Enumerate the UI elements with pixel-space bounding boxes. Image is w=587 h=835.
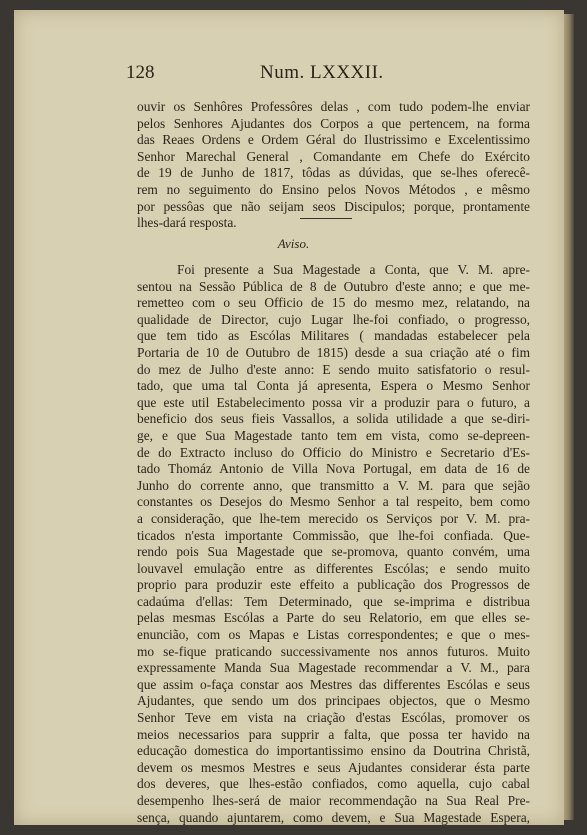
text-line: tado, que uma tal Conta já apresenta, Espera o Mesmo Senhor xyxy=(137,378,530,394)
section-divider xyxy=(300,218,352,219)
text-line: Junho do corrente anno, que transmitto a V. M. para que sejão xyxy=(137,477,530,493)
text-line: devem os mesmos Mestres e seus Ajudantes considerar ésta parte xyxy=(137,759,530,775)
text-line: expressamente Manda Sua Magestade recommendar a V. M., para xyxy=(137,660,530,676)
text-line: lhes-dará resposta. xyxy=(137,215,237,231)
notice-heading: Aviso. xyxy=(277,236,310,251)
text-line: Portaria de 10 de Outubro de 1815) desde a sua criação até o fim xyxy=(137,344,530,360)
text-line: das Reaes Ordens e Ordem Géral do Ilustrissimo e Excelentissimo xyxy=(137,132,530,148)
text-line: do mez de Julho d'este anno: E sendo muito satisfatorio o resul- xyxy=(137,361,530,377)
text-line: dos deveres, que lhes-estão confiados, como aquella, cujo cabal xyxy=(137,776,530,792)
text-line: ge, e que Sua Magestade tanto tem em vista, como se-depreen- xyxy=(137,427,530,443)
text-line: constantes os Desejos do Mesmo Senhor a tal respeito, bem como xyxy=(137,494,530,510)
text-line: cadaúma d'ellas: Tem Determinado, que se-imprima e distribua xyxy=(137,593,530,609)
text-line: tado Thomáz Antonio de Villa Nova Portugal, em data de 16 de xyxy=(137,461,530,477)
paragraph-2 xyxy=(137,262,530,826)
section-title: Num. LXXXII. xyxy=(260,62,384,83)
text-line: beneficio dos seus fieis Vassallos, a solida utilidade a que se-diri- xyxy=(137,411,530,427)
text-line: Ajudantes, que sendo um dos principaes objectos, que o Mesmo xyxy=(137,693,530,709)
paragraph-1 xyxy=(137,99,530,232)
text-line: ouvir os Senhôres Professôres delas , com tudo podem-lhe enviar xyxy=(137,99,530,114)
text-line: de 19 de Junho de 1817, tôdas as dúvidas, que se-lhes oferecê- xyxy=(137,165,530,181)
text-line: proprio para produzir este effeito a publicação dos Progressos de xyxy=(137,577,530,593)
text-line: que assim o-faça constar aos Mestres das differentes Escólas e seus xyxy=(137,676,530,692)
text-line: educação domestica do importantissimo ensino da Doutrina Christã, xyxy=(137,743,530,759)
text-line: rem no seguimento do Ensino pelos Novos Métodos , e mêsmo xyxy=(137,181,530,197)
text-line: ticados n'esta importante Commissão, que lhe-foi confiada. Que- xyxy=(137,527,530,543)
text-line: sença, quando ajuntarem, como devem, e Sua Magestade Espera, xyxy=(137,809,530,825)
text-line: rendo pois Sua Magestade que se-promova, quanto convém, uma xyxy=(137,544,530,560)
text-line: que tem tido as Escólas Militares ( mandadas estabelecer pela xyxy=(137,328,530,344)
text-line: desempenho lhes-será de maior recommendação na Sua Real Pre- xyxy=(137,793,530,808)
text-line: remetteo com o seu Officio de 15 do mesmo mez, relatando, na xyxy=(137,295,530,311)
text-line: mo se-fique praticando successivamente nos annos futuros. Muito xyxy=(137,643,530,659)
text-line: a consideração, que lhe-tem merecido os Serviços por V. M. pra- xyxy=(137,510,530,526)
text-line: Senhor Marechal General , Comandante em Chefe do Exército xyxy=(137,148,530,164)
text-line: por pessôas que não seijam seos Discipulos; porque, prontamente xyxy=(137,198,530,214)
text-line: louvavel emulação entre as differentes Escólas; e sendo muito xyxy=(137,560,530,576)
text-line: pelas mesmas Escólas a Parte do seu Relatorio, em que elles se- xyxy=(137,610,530,626)
page-number: 128 xyxy=(126,62,155,83)
text-line: qualidade de Director, cujo Lugar lhe-foi confiado, o progresso, xyxy=(137,311,530,327)
text-line: Foi presente a Sua Magestade a Conta, que V. M. apre- xyxy=(177,262,530,277)
text-line: pelos Senhores Ajudantes dos Corpos a que pertencem, na forma xyxy=(137,115,530,131)
text-line: que este util Estabelecimento possa vir a produzir para o futuro, a xyxy=(137,394,530,410)
text-line: meios necessarios para supprir a falta, que possa ter havido na xyxy=(137,726,530,742)
text-line: sentou na Sessão Pública de 8 de Outubro d'este anno; e que me- xyxy=(137,278,530,294)
page-header xyxy=(126,62,526,86)
text-line: Senhor Teve em vista na criação d'estas Escólas, promover os xyxy=(137,710,530,726)
text-line: enuncião, com os Mapas e Listas correspondentes; e que o mes- xyxy=(137,627,530,643)
text-line: de do Extracto incluso do Officio do Ministro e Secretario d'Es- xyxy=(137,444,530,460)
